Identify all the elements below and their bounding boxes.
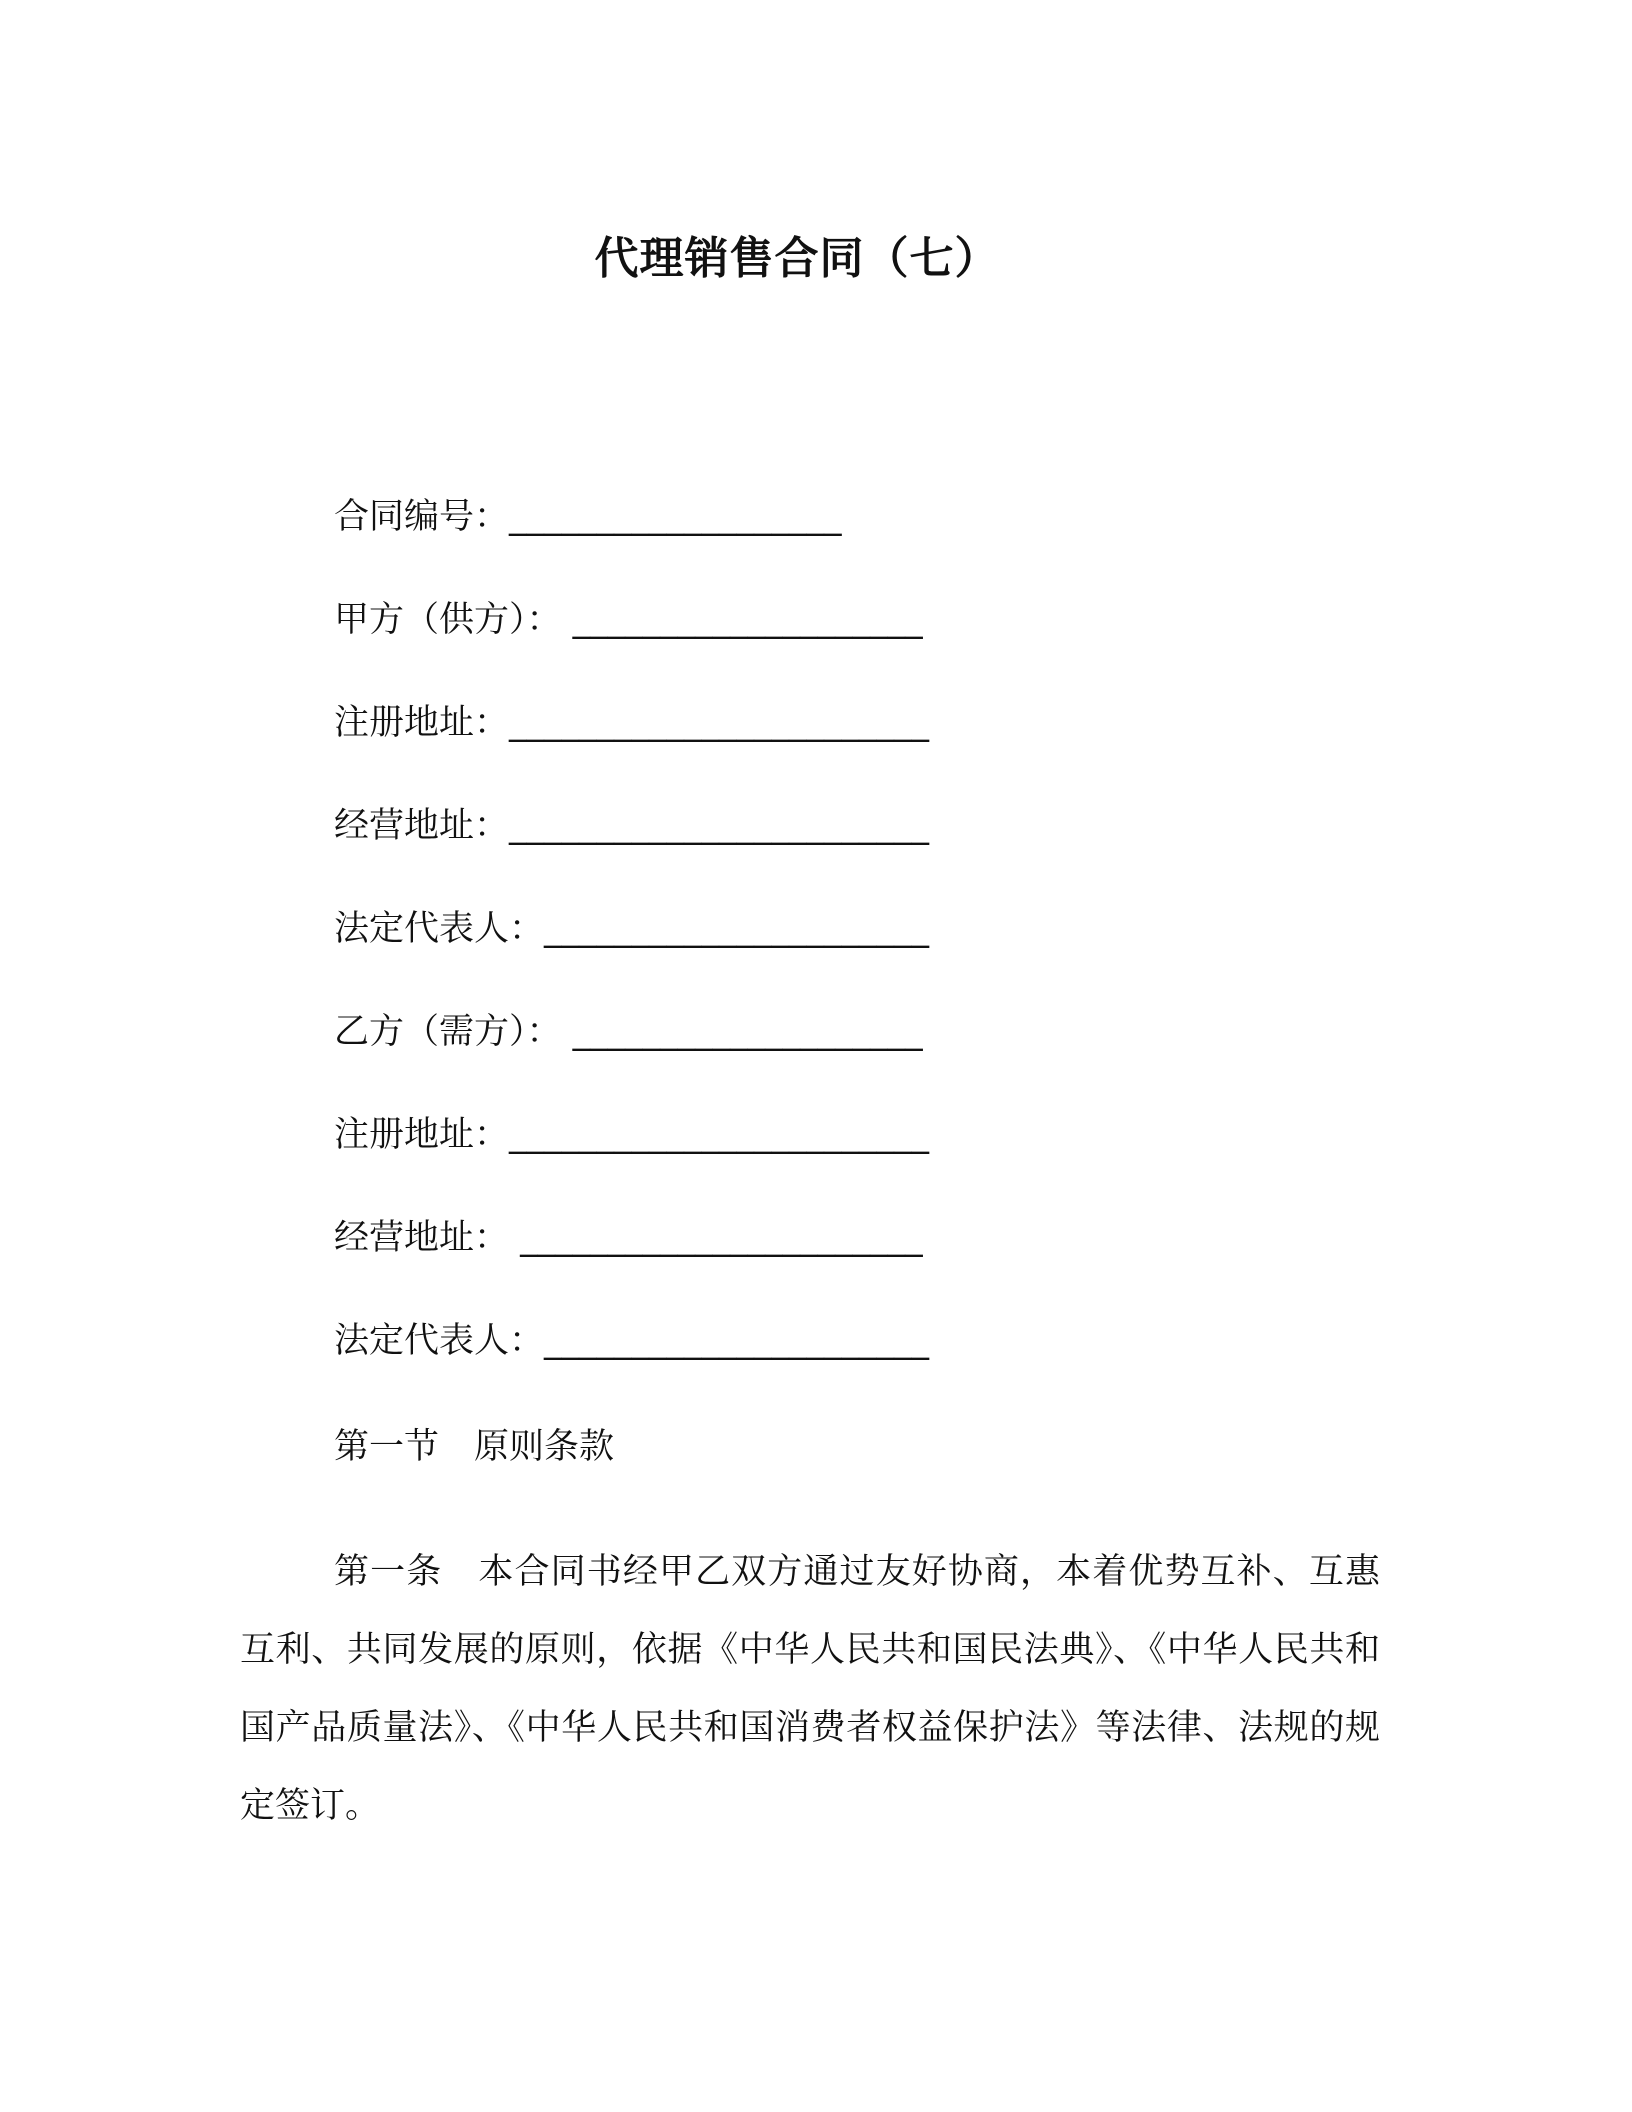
party-b-business-address-field xyxy=(334,1218,923,1258)
contract-number-field xyxy=(334,497,842,537)
party-b-legal-representative-field xyxy=(334,1321,930,1361)
field-label: 经营地址： xyxy=(334,1218,510,1258)
document-title: 代理销售合同（七） xyxy=(594,233,1000,284)
field-label: 乙方（需方）： xyxy=(334,1012,562,1052)
field-label: 经营地址： xyxy=(334,806,510,846)
party-a-business-address-field xyxy=(334,806,930,846)
field-label: 合同编号： xyxy=(334,497,510,537)
party-a-legal-representative-field xyxy=(334,909,930,949)
field-blank: ____________________ xyxy=(561,600,923,640)
field-blank: ________________________ xyxy=(509,703,930,743)
field-blank: ___________________ xyxy=(509,497,842,537)
field-label: 注册地址： xyxy=(334,1115,510,1155)
field-blank: _______________________ xyxy=(509,1218,923,1258)
field-blank: ______________________ xyxy=(544,909,930,949)
party-a-field xyxy=(334,600,923,640)
field-blank: ________________________ xyxy=(509,806,930,846)
field-label: 甲方（供方）： xyxy=(334,600,562,640)
party-b-registered-address-field xyxy=(334,1115,930,1155)
party-b-field xyxy=(334,1012,923,1052)
section-heading: 第一节 原则条款 xyxy=(334,1427,615,1467)
article-paragraph: 第一条 本合同书经甲乙双方通过友好协商，本着优势互补、互惠互利、共同发展的原则，依据《中华人民共和国民法典》、《中华人民共和国产品质量法》、《中华人民共和国消费者权益保护法》等法律、法规的规定签订。 xyxy=(240,1552,1380,1826)
field-label: 法定代表人： xyxy=(334,1321,545,1361)
field-blank: ______________________ xyxy=(544,1321,930,1361)
field-blank: ________________________ xyxy=(509,1115,930,1155)
field-label: 注册地址： xyxy=(334,703,510,743)
field-label: 法定代表人： xyxy=(334,909,545,949)
field-blank: ____________________ xyxy=(561,1012,923,1052)
party-a-registered-address-field xyxy=(334,703,930,743)
